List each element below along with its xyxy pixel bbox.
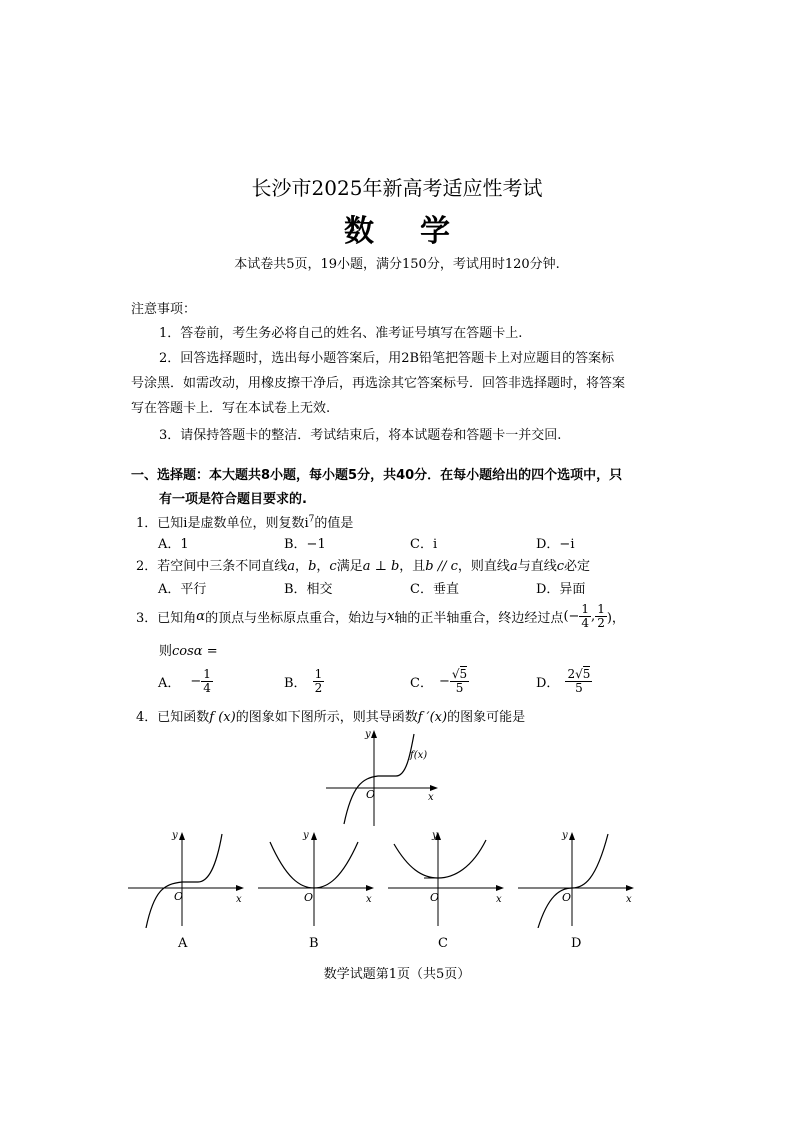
q1-option-b: B．−1 [284, 537, 326, 552]
q3-option-d: D． $\frac{2√5}{5}$ [536, 666, 591, 695]
note-3: 3．请保持答题卡的整洁．考试结束后，将本试题卷和答题卡一并交回. [159, 428, 562, 443]
q3-option-c: C． − $\frac{√5}{5}$ [410, 666, 468, 695]
note-2c: 写在答题卡上．写在本试卷上无效. [131, 401, 331, 416]
graph-option-c [386, 828, 508, 928]
question-1-stem: 1．已知i是虚数单位，则复数$i^7$的值是 [136, 514, 354, 531]
svg-text:y: y [172, 830, 178, 841]
question-4-stem: 4．已知函数f (x)的图象如下图所示，则其导函数f ′(x)的图象可能是 [136, 710, 526, 725]
label-d: D [571, 936, 582, 951]
graph-option-a [126, 828, 248, 928]
svg-text:x: x [626, 894, 632, 905]
section1-line2: 有一项是符合题目要求的. [159, 492, 307, 507]
svg-text:O: O [304, 891, 314, 904]
label-c: C [438, 936, 448, 951]
svg-text:O: O [174, 890, 184, 903]
exam-title: 长沙市2025年新高考适应性考试 [251, 176, 543, 200]
graph-f-x [322, 726, 442, 830]
note-2b: 号涂黑．如需改动，用橡皮擦干净后，再选涂其它答案标号．回答非选择题时，将答案 [131, 376, 626, 391]
svg-text:y: y [562, 830, 568, 841]
exam-info: 本试卷共5页，19小题，满分150分，考试用时120分钟. [234, 257, 560, 272]
q2-option-b: B．相交 [284, 582, 333, 597]
x-axis-arrow-icon [626, 885, 634, 891]
curve-label: f(x) [410, 750, 428, 761]
f-x-curve [344, 734, 414, 824]
q1-option-a: A．1 [158, 537, 189, 552]
x-label: x [428, 792, 434, 803]
svg-text:y: y [303, 830, 309, 841]
q2-option-a: A．平行 [158, 582, 207, 597]
q3-option-b: B． $\frac{1}{2}$ [284, 666, 323, 695]
label-a: A [178, 936, 188, 951]
x-axis-arrow-icon [430, 785, 438, 791]
svg-text:y: y [432, 830, 438, 841]
q2-option-d: D．异面 [536, 582, 586, 597]
x-axis-arrow-icon [366, 885, 374, 891]
question-2-stem: 2．若空间中三条不同直线a，b，c满足a ⊥ b，且b // c，则直线a与直线c必定 [136, 559, 591, 574]
svg-text:x: x [236, 894, 242, 905]
svg-text:x: x [366, 894, 372, 905]
q1-option-c: C．i [410, 537, 438, 552]
note-2a: 2．回答选择题时，选出每小题答案后，用2B铅笔把答题卡上对应题目的答案标 [159, 351, 615, 366]
graph-option-d [516, 828, 638, 928]
svg-text:O: O [430, 891, 440, 904]
q3-line2: 则cosα = [159, 644, 218, 659]
page-footer: 数学试题第1页（共5页） [323, 967, 471, 982]
svg-text:x: x [496, 894, 502, 905]
note-1: 1．答卷前，考生务必将自己的姓名、准考证号填写在答题卡上. [159, 326, 523, 341]
section1-line1: 一、选择题：本大题共8小题，每小题5分，共40分．在每小题给出的四个选项中，只 [131, 468, 623, 483]
y-axis-arrow-icon [311, 832, 317, 840]
y-axis-arrow-icon [569, 832, 575, 840]
x-axis-arrow-icon [496, 885, 504, 891]
subject-title: 数学 [344, 214, 496, 249]
point-y-fraction: $\frac{1}{2}$ [597, 601, 605, 630]
y-axis-arrow-icon [179, 832, 185, 840]
question-3-stem: 3．已知角 α 的顶点与坐标原点重合，始边与 x 轴的正半轴重合，终边经过点 (− $\frac{1}{4}$ , $\frac{1}{2}$ )， [136, 601, 625, 630]
origin-label: O [366, 788, 376, 801]
q1-option-d: D．−i [536, 537, 575, 552]
q2-option-c: C．垂直 [410, 582, 459, 597]
y-axis-arrow-icon [371, 730, 377, 738]
point-x-fraction: $\frac{1}{4}$ [581, 601, 590, 630]
svg-text:O: O [562, 891, 572, 904]
q3-option-a: A． − $\frac{1}{4}$ [158, 666, 211, 695]
label-b: B [309, 936, 319, 951]
y-label: y [365, 729, 371, 740]
x-axis-arrow-icon [236, 885, 244, 891]
graph-option-b [256, 828, 378, 928]
notes-heading: 注意事项： [131, 302, 197, 317]
